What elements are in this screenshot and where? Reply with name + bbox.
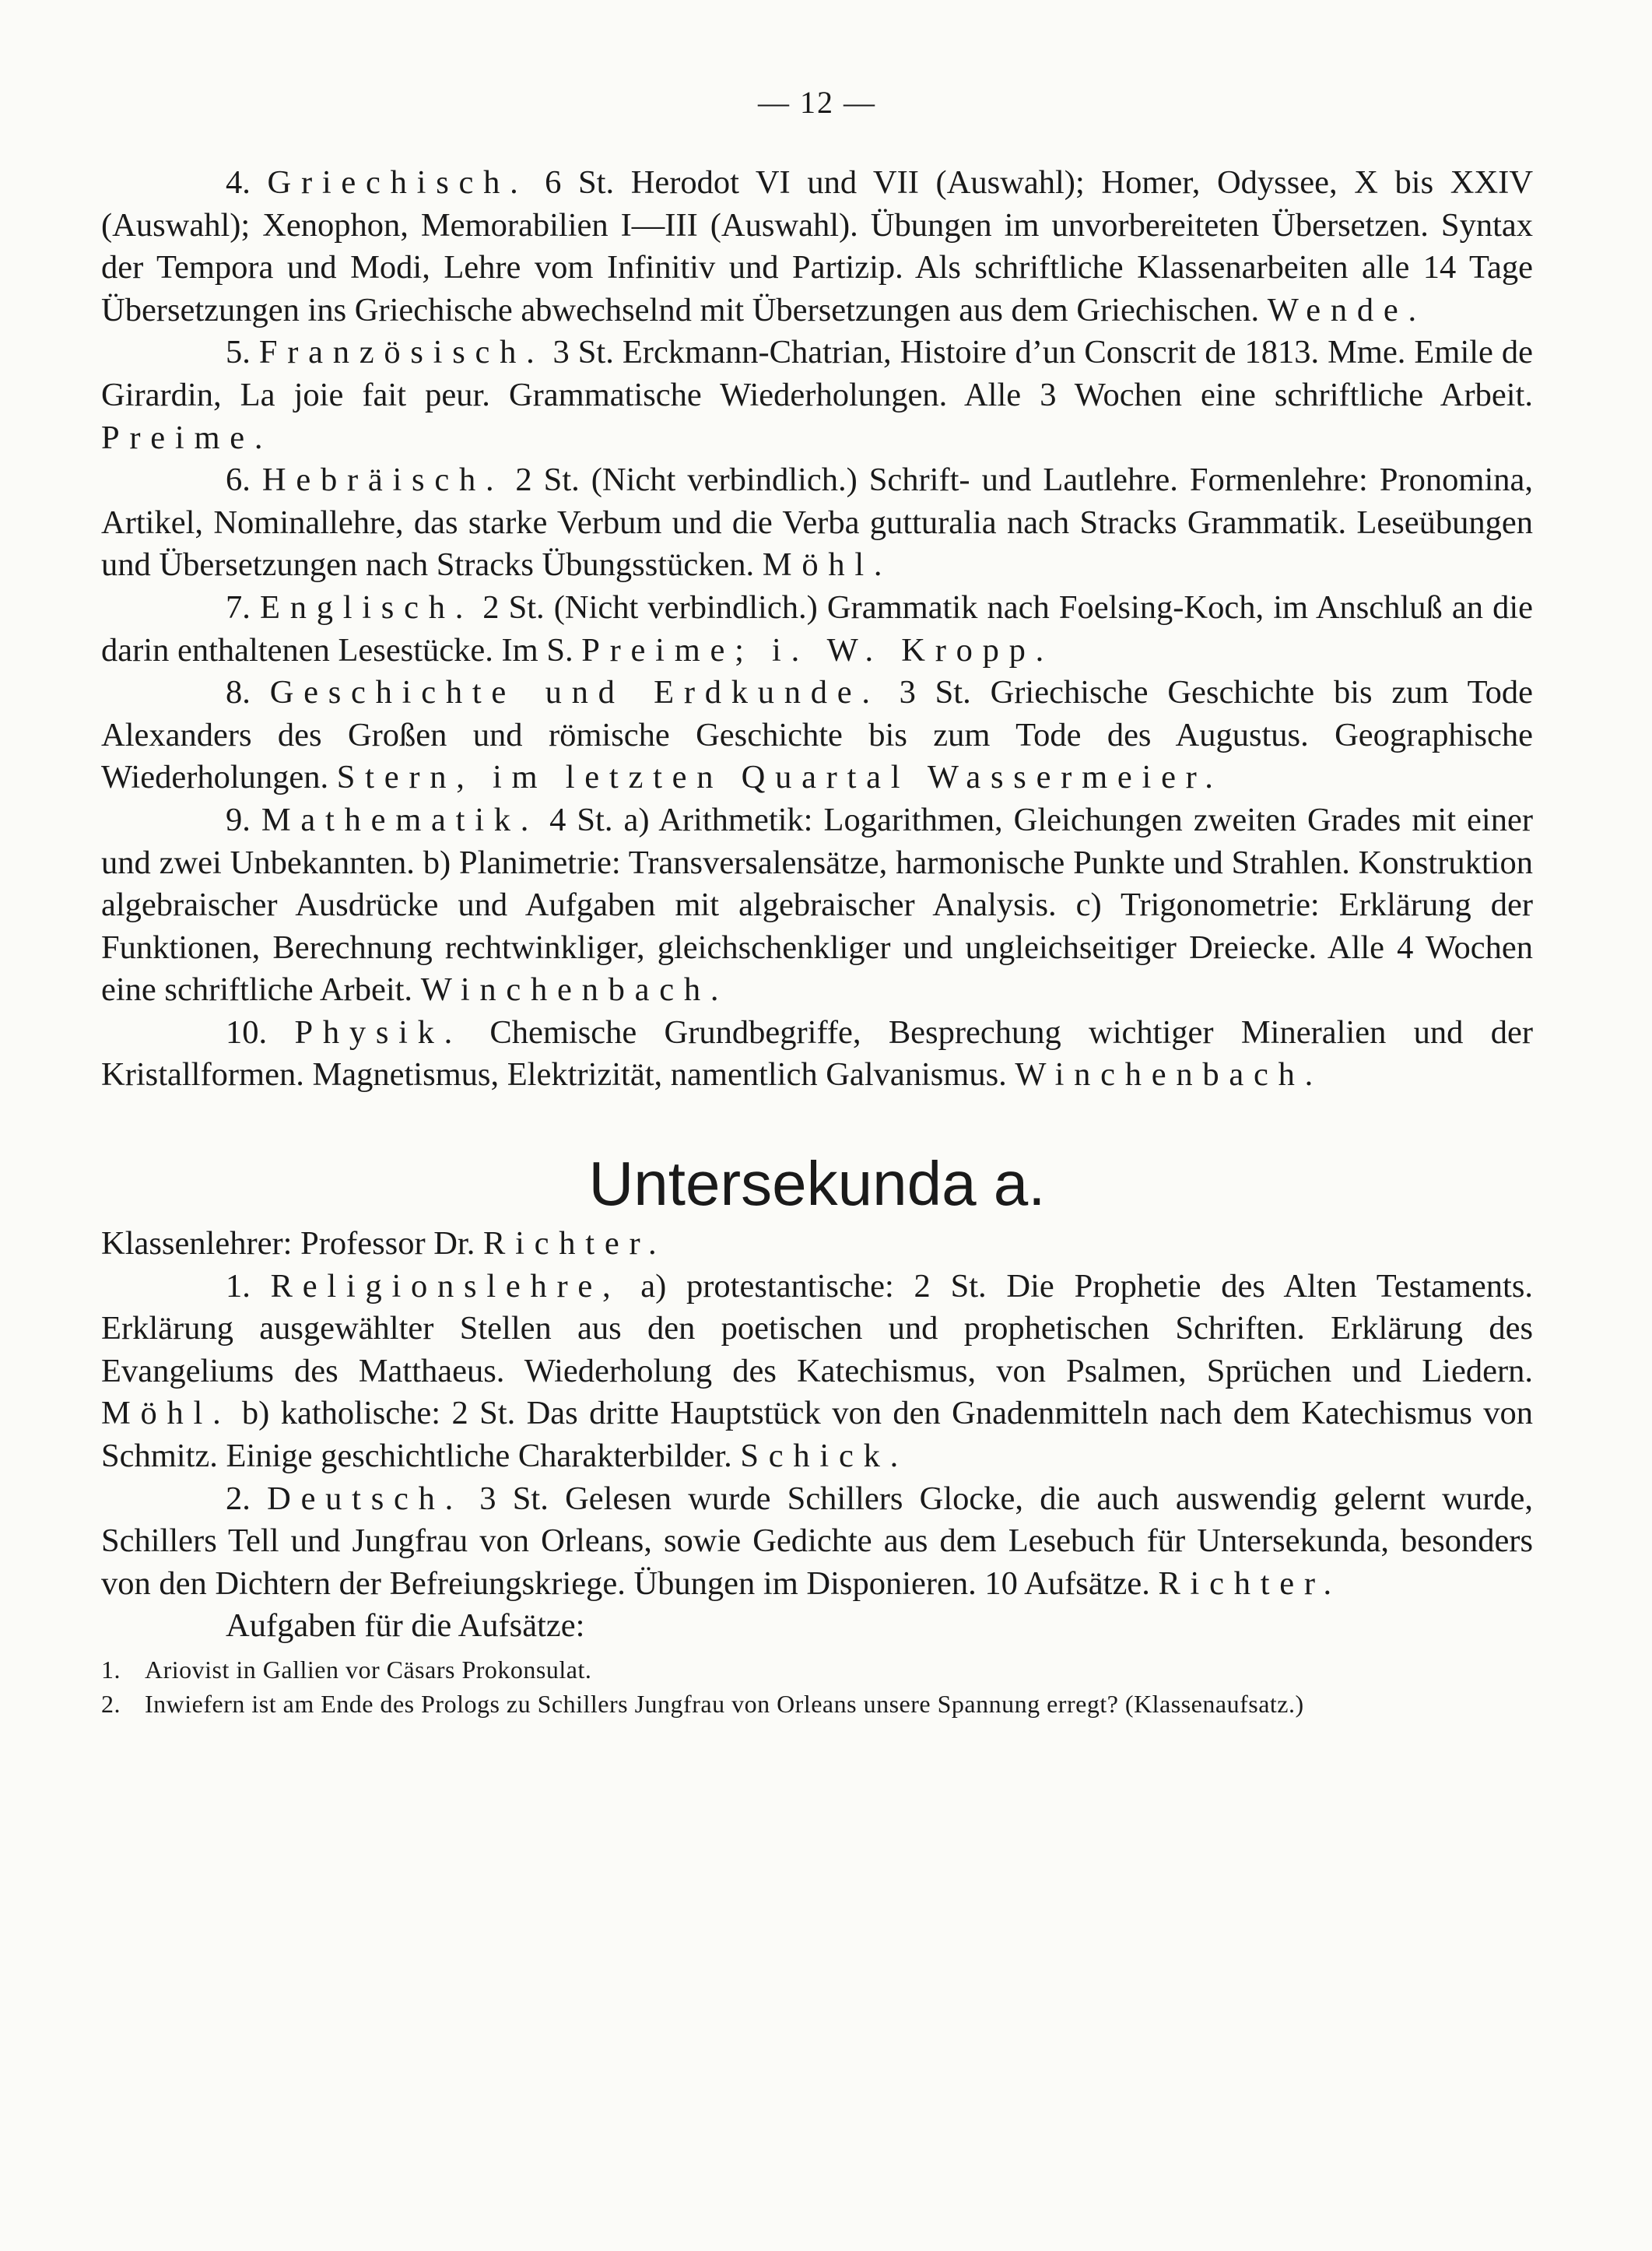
subject-name: Mathematik. xyxy=(261,801,539,838)
paragraph-physik: 10. Physik. Chemische Grundbegriffe, Besprechung wichtiger Mineralien und der Kristallformen. Magnetismus, Elektrizität, namentlich Galvanismus. Winchenbach. xyxy=(101,1013,1533,1094)
section-heading: Untersekunda a. xyxy=(588,1149,1046,1219)
document-page xyxy=(101,0,1533,2251)
teacher-name: Richter. xyxy=(1158,1564,1342,1602)
teacher-name: Möhl. xyxy=(762,546,893,584)
teacher-name: Preime. xyxy=(101,419,273,456)
page-number: — 12 — xyxy=(758,85,876,120)
teacher-name: Stern, im letzten Quartal Wassermeier. xyxy=(336,759,1223,796)
paragraph-hebraeisch: 6. Hebräisch. 2 St. (Nicht verbindlich.) Schrift- und Lautlehre. Formenlehre: Pronomina, Artikel, Nominallehre, das starke Verbum und die Verba gutturalia nach Stracks Grammatik. Leseübungen und Übersetzungen nach Stracks Übungsstücken. Möhl. xyxy=(101,462,1534,584)
subject-name: Griechisch. xyxy=(267,164,528,201)
class-teacher-line: Klassenlehrer: Professor Dr. Richter. xyxy=(101,1225,667,1262)
paragraph-geschichte: 8. Geschichte und Erdkunde. 3 St. Griechische Geschichte bis zum Tode Alexanders des Großen und römische Geschichte bis zum Tode des Augustus. Geographische Wiederholungen. Stern, im letzten Quartal Wassermeier. xyxy=(101,674,1533,796)
essay-topic: 2. Inwiefern ist am Ende des Prologs zu Schillers Jungfrau von Orleans unsere Spannung erregt? (Klassenaufsatz.) xyxy=(101,1690,1304,1718)
teacher-name: Preime; i. W. Kropp. xyxy=(581,631,1054,669)
essays-heading: Aufgaben für die Aufsätze: xyxy=(226,1607,585,1645)
paragraph-deutsch: 2. Deutsch. 3 St. Gelesen wurde Schillers Glocke, die auch auswendig gelernt wurde, Schillers Tell und Jungfrau von Orleans, sowie Gedichte aus dem Lesebuch für Untersekunda, besonders von den Dichtern der Befreiungskriege. Übungen im Disponieren. 10 Aufsätze. Richter. xyxy=(101,1480,1534,1602)
body-text xyxy=(101,162,1533,1721)
paragraph-religionslehre: 1. Religionslehre, a) protestantische: 2 St. Die Prophetie des Alten Testaments. Erklärung ausgewählter Stellen aus den poetischen und prophetischen Schriften. Erklärung des Evangeliums des Matthaeus. Wiederholung des Katechismus, von Psalmen, Sprüchen und Liedern. Möhl. b) katholische: 2 St. Das dritte Hauptstück von den Gnadenmitteln nach dem Katechismus von Schmitz. Einige geschichtliche Charakterbilder. Schick. xyxy=(101,1267,1534,1475)
essay-topic: 1. Ariovist in Gallien vor Cäsars Prokonsulat. xyxy=(101,1656,592,1684)
subject-name: Deutsch. xyxy=(267,1480,464,1517)
paragraph-franzoesisch: 5. Französisch. 3 St. Erckmann-Chatrian, Histoire d’un Conscrit de 1813. Mme. Emile de Girardin, La joie fait peur. Grammatische Wiederholungen. Alle 3 Wochen eine schriftliche Arbeit. Preime. xyxy=(101,334,1534,456)
teacher-name: Möhl. xyxy=(101,1395,231,1432)
paragraph-griechisch: 4. Griechisch. 6 St. Herodot VI und VII (Auswahl); Homer, Odyssee, X bis XXIV (Auswahl); Xenophon, Memorabilien I—III (Auswahl). Übungen im unvorbereiteten Übersetzen. Syntax der Tempora und Modi, Lehre vom Infinitiv und Partizip. Als schriftliche Klassenarbeiten alle 14 Tage Übersetzungen ins Griechische abwechselnd mit Übersetzungen aus dem Griechischen. Wende. xyxy=(101,164,1534,328)
teacher-name: Wende. xyxy=(1267,291,1426,328)
paragraph-mathematik: 9. Mathematik. 4 St. a) Arithmetik: Logarithmen, Gleichungen zweiten Grades mit einer und zwei Unbekannten. b) Planimetrie: Transversalensätze, harmonische Punkte und Strahlen. Konstruktion algebraischer Ausdrücke und Aufgaben mit algebraischer Analysis. c) Trigonometrie: Erklärung der Funktionen, Berechnung rechtwinkliger, gleichschenkliger und ungleichseitiger Dreiecke. Alle 4 Wochen eine schriftliche Arbeit. Winchenbach. xyxy=(101,801,1533,1009)
teacher-name: Winchenbach. xyxy=(420,971,729,1009)
class-teacher-name: Richter. xyxy=(483,1225,667,1262)
teacher-name: Schick. xyxy=(740,1438,908,1475)
teacher-name: Winchenbach. xyxy=(1015,1056,1323,1094)
subject-name: Hebräisch. xyxy=(261,462,504,499)
subject-name: Geschichte und Erdkunde. xyxy=(269,674,880,711)
subject-name: Religionslehre, xyxy=(270,1267,621,1305)
subject-name: Französisch. xyxy=(258,334,545,371)
paragraph-englisch: 7. Englisch. 2 St. (Nicht verbindlich.) Grammatik nach Foelsing-Koch, im Anschluß an die darin enthaltenen Lesestücke. Im S. Preime; i. W. Kropp. xyxy=(101,588,1533,669)
essay-topic-list xyxy=(101,1652,1533,1721)
subject-name: Englisch. xyxy=(259,588,474,626)
subject-name: Physik. xyxy=(294,1013,463,1051)
